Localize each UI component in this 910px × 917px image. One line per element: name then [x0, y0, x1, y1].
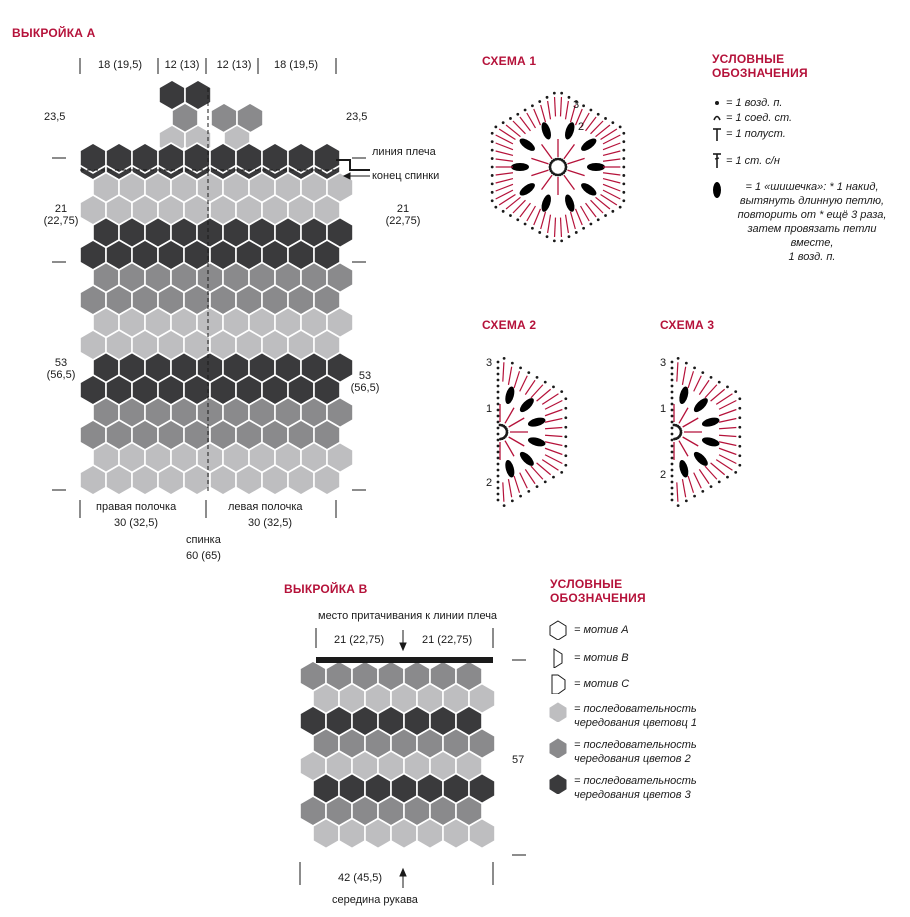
- hex-motif: [391, 819, 417, 849]
- hex-motif: [443, 819, 469, 849]
- top-left-width: 21 (22,75): [334, 634, 385, 646]
- attach-label: место притачивания к линии плеча: [318, 610, 498, 622]
- scheme-2-row-1: 1: [486, 403, 493, 415]
- width-label-1: 18 (19,5): [97, 59, 143, 71]
- scheme-3-row-2: 2: [660, 469, 667, 481]
- scheme-3-row-1: 1: [660, 403, 667, 415]
- sequence-2-icon: [548, 738, 568, 758]
- scheme-1-row-2: 2: [578, 121, 585, 133]
- legend-2-title: УСЛОВНЫЕ ОБОЗНАЧЕНИЯ: [550, 577, 646, 605]
- hex-motif: [313, 819, 339, 849]
- legend-2-item: = последовательность чередования цветовц 1: [574, 703, 697, 729]
- motif-b-icon: [548, 648, 568, 668]
- scheme-1-title: СХЕМА 1: [482, 54, 537, 68]
- back-end-label: конец спинки: [372, 170, 440, 182]
- right-dim-bottom: 53 (56,5): [350, 370, 380, 394]
- legend-2-item: = последовательность чередования цветов 2: [574, 739, 697, 765]
- legend-2-item: = мотив А: [574, 624, 629, 636]
- legend-2-item: = мотив B: [574, 652, 629, 664]
- scheme-2-row-3: 3: [486, 357, 493, 369]
- right-dim-top: 23,5: [346, 111, 368, 123]
- legend-1-item: = 1 полуст.: [726, 128, 786, 140]
- width-label-4: 18 (19,5): [273, 59, 319, 71]
- legend-1-item: = 1 возд. п.: [726, 97, 783, 109]
- hex-motif: [339, 819, 365, 849]
- pattern-b-title: ВЫКРОЙКА В: [284, 582, 368, 596]
- legend-1-title: УСЛОВНЫЕ ОБОЗНАЧЕНИЯ: [712, 52, 808, 80]
- legend-1-item: = 1 «шишечка»: * 1 накид, вытянуть длинную петлю, повторить от * ещё 3 раза, затем провязать петли вместе, 1 возд. п.: [737, 181, 887, 263]
- shoulder-line-label: линия плеча: [372, 146, 436, 158]
- top-right-width: 21 (22,75): [422, 634, 473, 646]
- legend-2-item: = мотив С: [574, 678, 630, 690]
- right-front-width: 30 (32,5): [114, 517, 159, 529]
- width-label-3: 12 (13): [216, 59, 252, 71]
- left-dim-bottom: 53 (56,5): [46, 357, 76, 381]
- sequence-1-icon: [548, 702, 568, 722]
- right-front-label: правая полочка: [96, 501, 177, 513]
- motif-c-icon: [548, 674, 568, 694]
- back-width: 60 (65): [186, 550, 221, 562]
- scheme-3-title: СХЕМА 3: [660, 318, 715, 332]
- sequence-3-icon: [548, 774, 568, 794]
- scheme-2-title: СХЕМА 2: [482, 318, 537, 332]
- width-label-2: 12 (13): [164, 59, 200, 71]
- right-dim-mid: 21 (22,75): [385, 203, 421, 227]
- left-dim-top: 23,5: [44, 111, 66, 123]
- back-label: спинка: [186, 534, 221, 546]
- bottom-width: 42 (45,5): [338, 872, 383, 884]
- scheme-1-row-3: 3: [573, 99, 580, 111]
- legend-1-item: = 1 ст. с/н: [726, 155, 780, 167]
- legend-2-list: [548, 618, 748, 808]
- shoulder-seam-bar: [316, 657, 493, 663]
- motif-a-icon: [548, 620, 568, 640]
- legend-2-item: = последовательность чередования цветов 3: [574, 775, 697, 801]
- height-label: 57: [512, 754, 525, 766]
- left-front-label: левая полочка: [228, 501, 303, 513]
- left-dim-mid: 21 (22,75): [43, 203, 79, 227]
- scheme-3-row-3: 3: [660, 357, 667, 369]
- sleeve-middle-label: середина рукава: [332, 894, 418, 906]
- hex-motif: [365, 819, 391, 849]
- legend-1-item: = 1 соед. ст.: [726, 112, 793, 124]
- scheme-2-row-2: 2: [486, 477, 493, 489]
- hex-motif: [469, 819, 495, 849]
- pattern-a-title: ВЫКРОЙКА А: [12, 26, 96, 40]
- hex-motif: [417, 819, 443, 849]
- left-front-width: 30 (32,5): [248, 517, 293, 529]
